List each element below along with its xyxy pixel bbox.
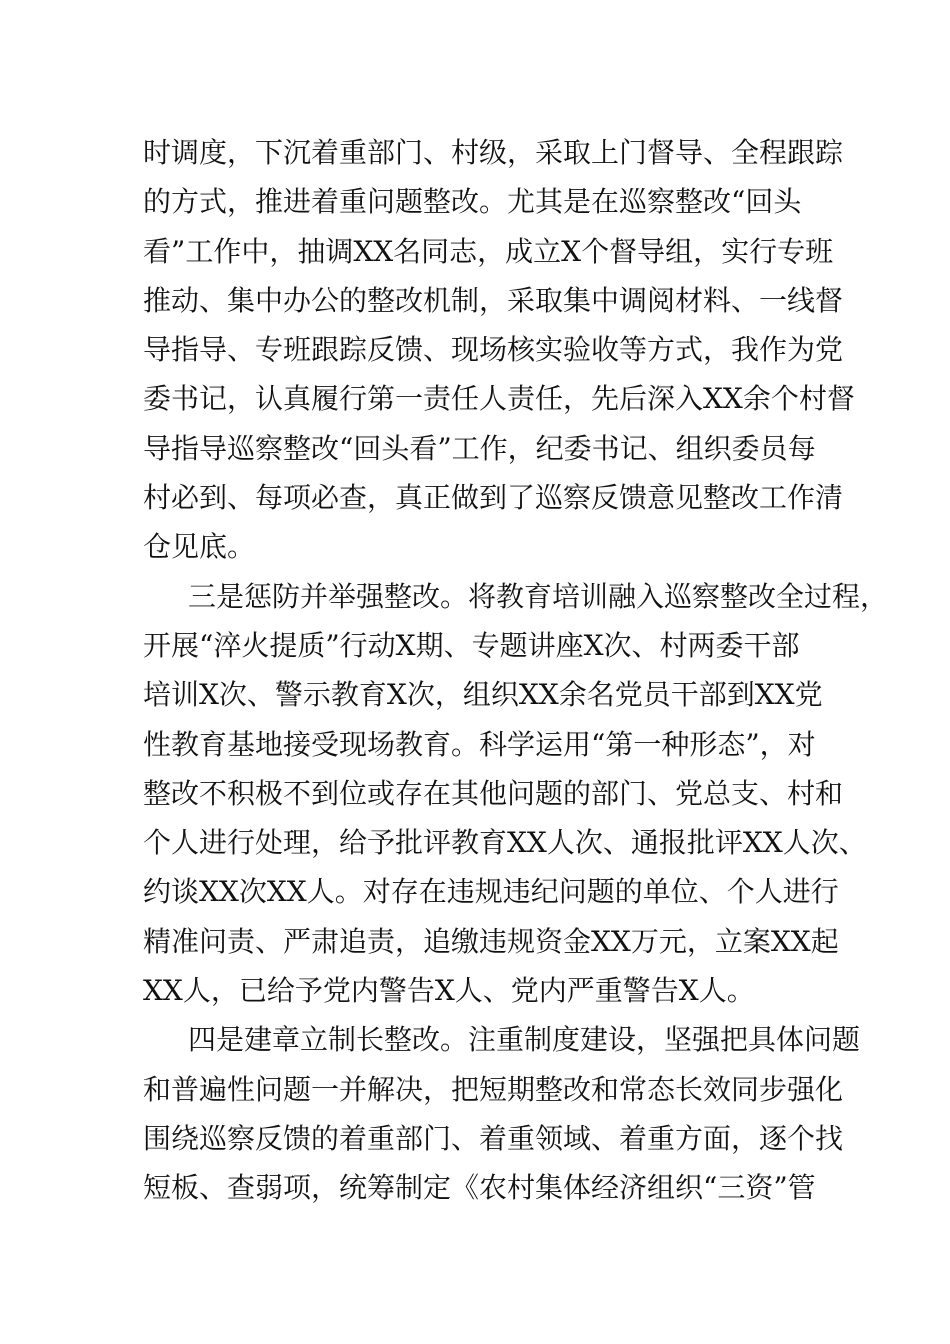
text-line: 个人进行处理，给予批评教育XX人次、通报批评XX人次、 (143, 826, 867, 860)
text-line: 时调度，下沉着重部门、村级，采取上门督导、全程跟踪 (143, 136, 844, 169)
text-line: 性教育基地接受现场教育。科学运用“第一种形态”，对 (143, 727, 816, 761)
text-line: 短板、查弱项，统筹制定《农村集体经济组织“三资”管 (143, 1171, 816, 1205)
text-line: 培训X次、警示教育X次，组织XX余名党员干部到XX党 (143, 678, 823, 712)
paragraph-section-three (143, 572, 889, 1016)
text-line: 委书记，认真履行第一责任人责任，先后深入XX余个村督 (143, 382, 855, 416)
text-line: 精准问责、严肃追责，追缴违规资金XX万元，立案XX起 (143, 924, 839, 958)
text-line: 村必到、每项必查，真正做到了巡察反馈意见整改工作清 (143, 481, 844, 515)
text-line: 和普遍性问题一并解决，把短期整改和常态长效同步强化 (143, 1072, 844, 1106)
text-line: XX人，已给予党内警告X人、党内严重警告X人。 (143, 974, 755, 1008)
paragraph-continuation (143, 128, 855, 572)
paragraph-section-four (143, 1015, 861, 1212)
text-line: 整改不积极不到位或存在其他问题的部门、党总支、村和 (143, 776, 844, 810)
text-line-first: 四是建章立制长整改。注重制度建设，坚强把具体问题 (188, 1023, 861, 1057)
text-line: 看”工作中，抽调XX名同志，成立X个督导组，实行专班 (143, 234, 834, 268)
text-line: 导指导、专班跟踪反馈、现场核实验收等方式，我作为党 (143, 333, 844, 367)
text-line: 围绕巡察反馈的着重部门、着重领域、着重方面，逐个找 (143, 1121, 844, 1155)
text-line-first: 三是惩防并举强整改。将教育培训融入巡察整改全过程， (188, 579, 889, 613)
text-line: 约谈XX次XX人。对存在违规违纪问题的单位、个人进行 (143, 875, 839, 909)
text-line: 开展“淬火提质”行动X期、专题讲座X次、村两委干部 (143, 628, 800, 662)
text-line: 的方式，推进着重问题整改。尤其是在巡察整改“回头 (143, 185, 802, 219)
text-line: 导指导巡察整改“回头看”工作，纪委书记、组织委员每 (143, 431, 816, 465)
document-body (143, 128, 889, 1213)
text-line: 仓见底。 (143, 530, 256, 564)
text-line: 推动、集中办公的整改机制，采取集中调阅材料、一线督 (143, 283, 844, 317)
